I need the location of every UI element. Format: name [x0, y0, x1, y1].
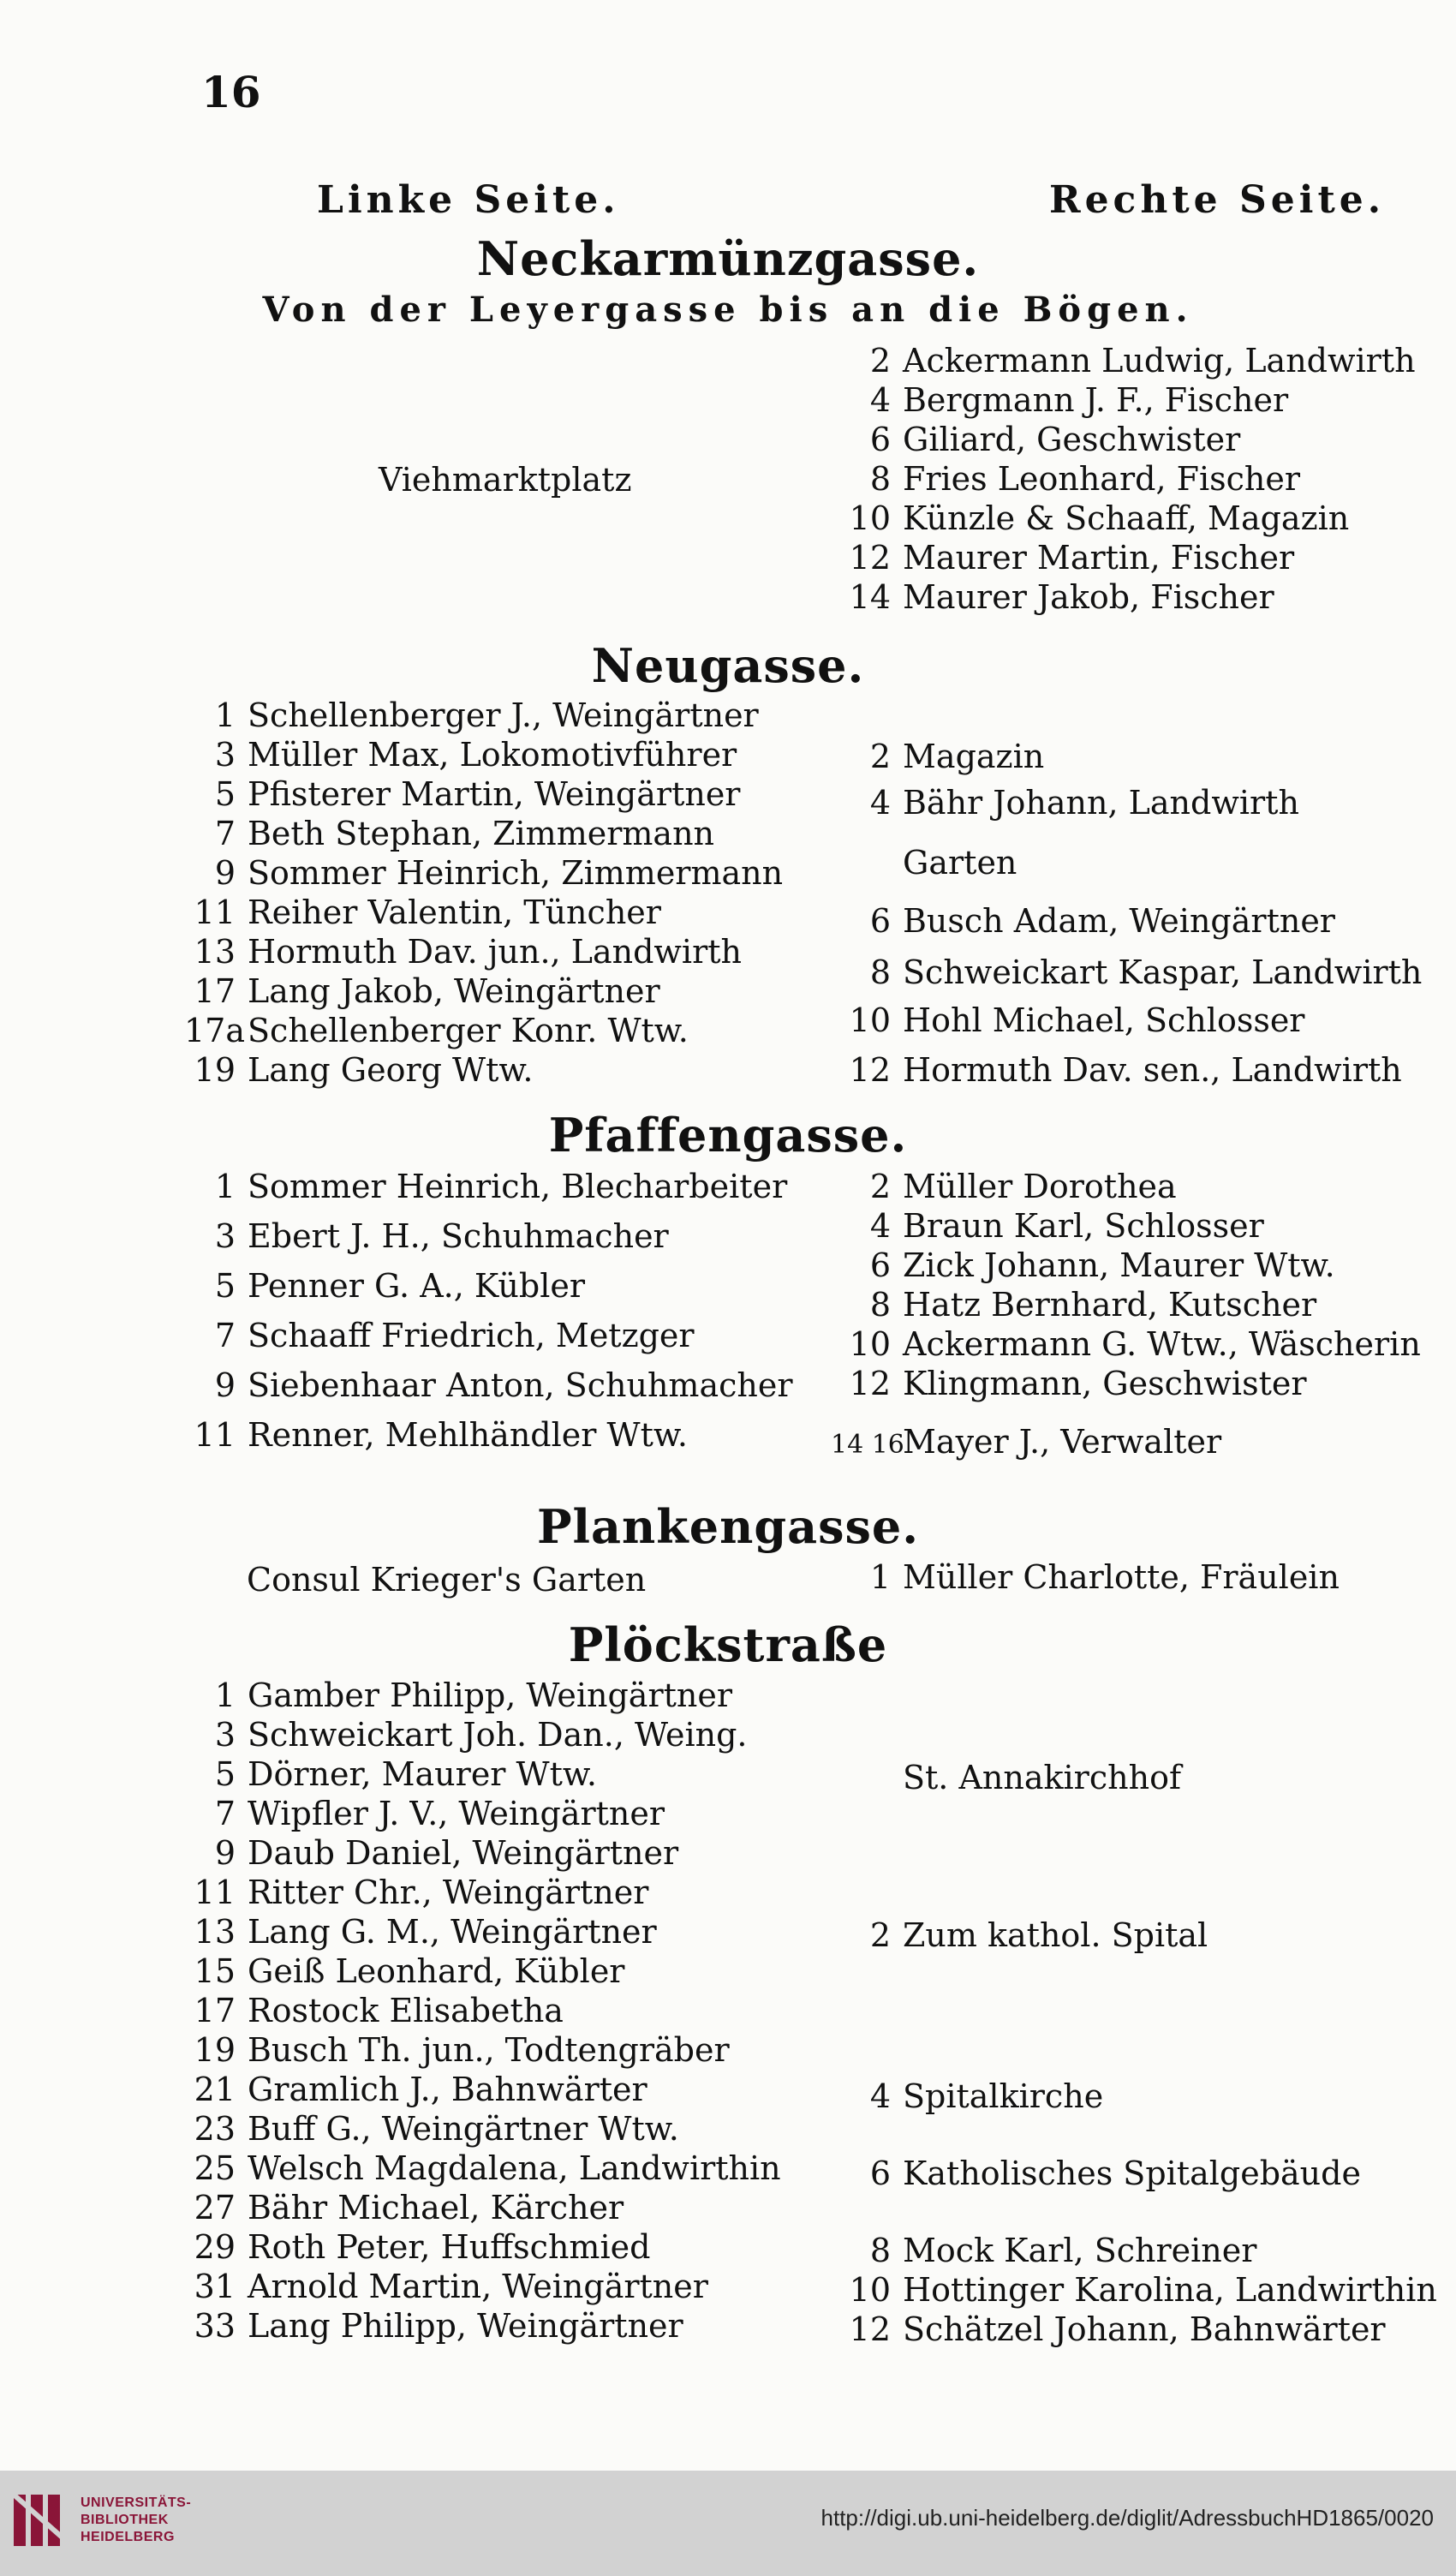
list-item: 17aSchellenberger Konr. Wtw. — [184, 1012, 689, 1049]
list-item: 4 Bergmann J. F., Fischer — [869, 381, 1289, 419]
list-item: 8 Fries Leonhard, Fischer — [869, 460, 1301, 498]
list-item: 6 Busch Adam, Weingärtner — [869, 902, 1335, 940]
list-item: 4 Bähr Johann, Landwirth — [869, 784, 1299, 822]
list-item: 8 Schweickart Kaspar, Landwirth — [869, 953, 1423, 991]
list-item: 9 Daub Daniel, Weingärtner — [214, 1834, 679, 1872]
list-item: 7 Schaaff Friedrich, Metzger — [214, 1317, 695, 1354]
list-item: 10 Hottinger Karolina, Landwirthin — [849, 2271, 1437, 2309]
list-item: 9 Sommer Heinrich, Zimmermann — [214, 854, 784, 892]
list-item: 10 Ackermann G. Wtw., Wäscherin — [849, 1325, 1421, 1363]
list-item: 2 Magazin — [869, 738, 1045, 775]
street-title-ploeckstrasse: Plöckstraße — [568, 1617, 888, 1672]
left-label: Viehmarktplatz — [379, 461, 632, 499]
list-item: 5 Penner G. A., Kübler — [214, 1267, 586, 1305]
list-item: 21 Gramlich J., Bahnwärter — [194, 2071, 647, 2108]
list-item: 8 Hatz Bernhard, Kutscher — [869, 1286, 1317, 1324]
list-item: 27 Bähr Michael, Kärcher — [194, 2189, 624, 2226]
list-item: 2 Müller Dorothea — [869, 1168, 1177, 1205]
list-item: 19 Lang Georg Wtw. — [194, 1051, 534, 1089]
list-item: 31 Arnold Martin, Weingärtner — [194, 2268, 708, 2305]
permalink-url[interactable]: http://digi.ub.uni-heidelberg.de/diglit/AdressbuchHD1865/0020 — [820, 2505, 1434, 2531]
list-item: St. Annakirchhof — [903, 1759, 1182, 1796]
list-item: 12 Hormuth Dav. sen., Landwirth — [849, 1051, 1402, 1089]
list-item: 17 Rostock Elisabetha — [194, 1992, 564, 2029]
list-item: 33 Lang Philipp, Weingärtner — [194, 2307, 683, 2345]
list-item: 5 Pfisterer Martin, Weingärtner — [214, 775, 741, 813]
list-item: 9 Siebenhaar Anton, Schuhmacher — [214, 1366, 793, 1404]
list-item: 10 Hohl Michael, Schlosser — [849, 1001, 1305, 1039]
list-item: 23 Buff G., Weingärtner Wtw. — [194, 2110, 679, 2148]
list-item: 3 Müller Max, Lokomotivführer — [214, 736, 737, 774]
left-label: Consul Krieger's Garten — [247, 1561, 647, 1599]
list-item: 7 Wipfler J. V., Weingärtner — [214, 1795, 665, 1832]
list-item: 11 Renner, Mehlhändler Wtw. — [194, 1416, 688, 1454]
list-item: 12 Schätzel Johann, Bahnwärter — [849, 2310, 1386, 2348]
left-side-header: Linke Seite. — [317, 178, 620, 222]
list-item: 2 Zum kathol. Spital — [869, 1916, 1208, 1954]
list-item: 5 Dörner, Maurer Wtw. — [214, 1755, 597, 1793]
street-title-plankengasse: Plankengasse. — [536, 1499, 920, 1554]
university-library-logo-icon — [12, 2489, 74, 2551]
list-item: 6 Katholisches Spitalgebäude — [869, 2155, 1361, 2192]
list-item: 15 Geiß Leonhard, Kübler — [194, 1952, 625, 1990]
list-item: 1 Gamber Philipp, Weingärtner — [214, 1676, 733, 1714]
street-title-neugasse: Neugasse. — [591, 638, 865, 693]
list-item: 3 Ebert J. H., Schuhmacher — [214, 1217, 669, 1255]
list-item: 3 Schweickart Joh. Dan., Weing. — [214, 1716, 748, 1754]
list-item: 1 Schellenberger J., Weingärtner — [214, 696, 759, 734]
list-item: 12 Klingmann, Geschwister — [849, 1365, 1307, 1402]
list-item: 4 Braun Karl, Schlosser — [869, 1207, 1264, 1245]
list-item: 14 16Mayer J., Verwalter — [831, 1423, 1222, 1461]
list-item: 25 Welsch Magdalena, Landwirthin — [194, 2149, 781, 2187]
library-name: UNIVERSITÄTS- BIBLIOTHEK HEIDELBERG — [81, 2495, 192, 2544]
list-item: 11 Reiher Valentin, Tüncher — [194, 894, 661, 931]
list-item: 12 Maurer Martin, Fischer — [849, 539, 1295, 577]
list-item: 6 Zick Johann, Maurer Wtw. — [869, 1246, 1335, 1284]
page-number: 16 — [201, 67, 261, 117]
list-item: 1 Müller Charlotte, Fräulein — [869, 1558, 1340, 1596]
list-item: 13 Hormuth Dav. jun., Landwirth — [194, 933, 742, 971]
list-item: 7 Beth Stephan, Zimmermann — [214, 815, 715, 852]
list-item: 17 Lang Jakob, Weingärtner — [194, 972, 660, 1010]
list-item: Garten — [903, 844, 1017, 882]
list-item: 13 Lang G. M., Weingärtner — [194, 1913, 657, 1951]
street-title-neckarmuenzgasse: Neckarmünzgasse. — [476, 231, 980, 286]
list-item: 1 Sommer Heinrich, Blecharbeiter — [214, 1168, 788, 1205]
viewer-footer — [0, 2471, 1456, 2576]
street-subtitle: Von der Leyergasse bis an die Bögen. — [262, 290, 1194, 330]
list-item: 2 Ackermann Ludwig, Landwirth — [869, 342, 1416, 380]
list-item: 14 Maurer Jakob, Fischer — [849, 578, 1274, 616]
list-item: 6 Giliard, Geschwister — [869, 421, 1241, 458]
list-item: 8 Mock Karl, Schreiner — [869, 2232, 1257, 2269]
list-item: 4 Spitalkirche — [869, 2077, 1104, 2115]
list-item: 10 Künzle & Schaaff, Magazin — [849, 499, 1350, 537]
list-item: 11 Ritter Chr., Weingärtner — [194, 1874, 649, 1911]
right-side-header: Rechte Seite. — [1049, 178, 1386, 222]
street-title-pfaffengasse: Pfaffengasse. — [548, 1108, 908, 1162]
list-item: 29 Roth Peter, Huffschmied — [194, 2228, 651, 2266]
list-item: 19 Busch Th. jun., Todtengräber — [194, 2031, 730, 2069]
